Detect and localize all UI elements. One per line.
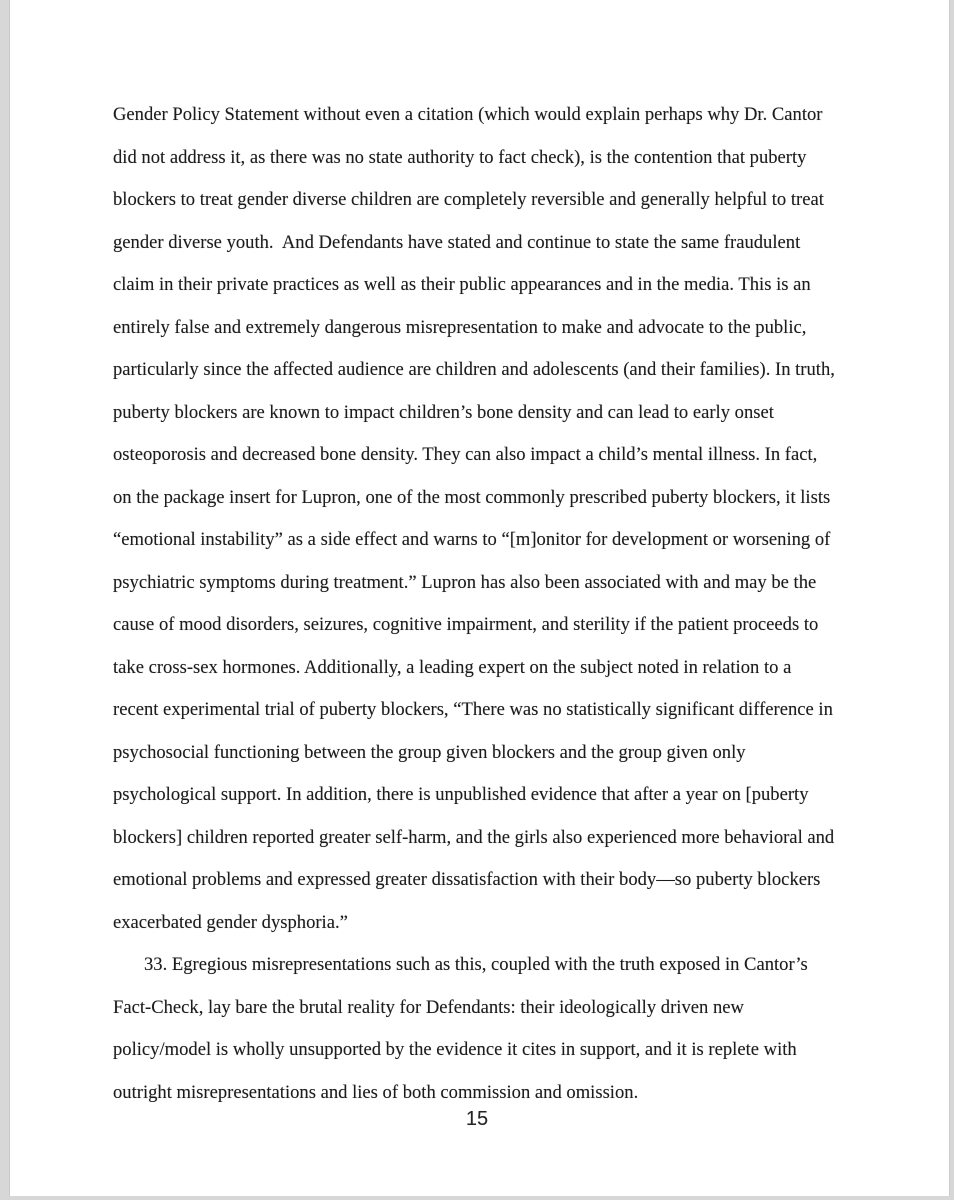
page-number: 15 [465,1108,489,1130]
text-line: Fact-Check, lay bare the brutal reality for Defendants: their ideologically driven new [113,996,744,1018]
text-line: puberty blockers are known to impact children’s bone density and can lead to early onset [113,401,774,423]
viewer-edge-bottom [0,1196,954,1200]
text-line: psychological support. In addition, there is unpublished evidence that after a year on [puberty [113,784,809,805]
text-line: blockers to treat gender diverse children are completely reversible and generally helpful to treat [113,189,824,210]
text-line: Gender Policy Statement without even a citation (which would explain perhaps why Dr. Cantor [113,104,823,125]
text-line: did not address it, as there was no state authority to fact check), is the contention that puberty [113,146,807,168]
text-line: outright misrepresentations and lies of both commission and omission. [113,1081,639,1103]
viewer-edge-right [949,0,954,1200]
viewer-edge-left [0,0,10,1200]
text-line-paragraph-33-start: 33. Egregious misrepresentations such as this, coupled with the truth exposed in Cantor’s [144,954,808,975]
text-line: “emotional instability” as a side effect and warns to “[m]onitor for development or worsening of [113,529,831,550]
text-line: particularly since the affected audience are children and adolescents (and their families). In truth, [113,359,835,380]
text-line: on the package insert for Lupron, one of the most commonly prescribed puberty blockers, it lists [113,486,831,508]
text-line: exacerbated gender dysphoria.” [113,911,348,933]
text-line: entirely false and extremely dangerous misrepresentation to make and advocate to the public, [113,316,807,338]
document-text-block [113,94,858,1114]
text-line: claim in their private practices as well as their public appearances and in the media. This is an [113,274,811,295]
text-line: psychosocial functioning between the group given blockers and the group given only [113,741,746,763]
text-line: emotional problems and expressed greater dissatisfaction with their body—so puberty blockers [113,869,821,890]
text-line: osteoporosis and decreased bone density. They can also impact a child’s mental illness. In fact, [113,444,818,465]
text-line: blockers] children reported greater self-harm, and the girls also experienced more behavioral and [113,826,835,848]
text-line: gender diverse youth. And Defendants have stated and continue to state the same fraudulent [113,231,801,253]
text-line: policy/model is wholly unsupported by the evidence it cites in support, and it is replete with [113,1039,797,1060]
text-line: take cross-sex hormones. Additionally, a leading expert on the subject noted in relation to a [113,656,792,678]
text-line: cause of mood disorders, seizures, cognitive impairment, and sterility if the patient proceeds to [113,614,819,635]
text-line: recent experimental trial of puberty blockers, “There was no statistically significant difference in [113,699,833,720]
text-line: psychiatric symptoms during treatment.” Lupron has also been associated with and may be the [113,571,817,593]
